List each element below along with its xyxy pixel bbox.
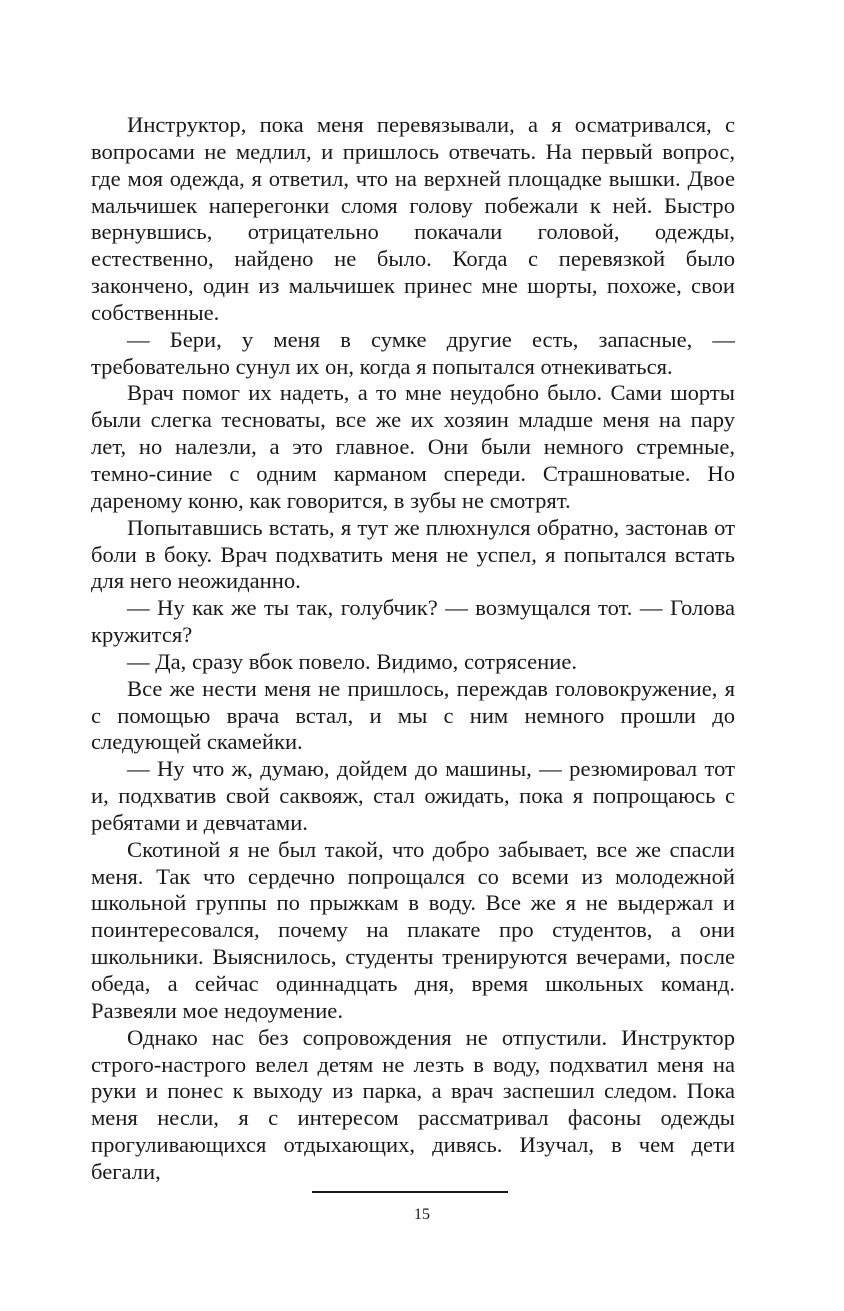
paragraph: Скотиной я не был такой, что добро забывает, все же спасли меня. Так что сердечно попрощался со всеми из молодежной школьной группы по прыжкам в воду. Все же я не выдержал и поинтересовался, почему на плакате про студентов, а они школьники. Выяснилось, студенты тренируются вечерами, после обеда, а сейчас одиннадцать дня, время школьных команд. Развеяли мое недоумение. xyxy=(91,836,735,1023)
footer-rule xyxy=(312,1191,508,1193)
paragraph: Врач помог их надеть, а то мне неудобно было. Сами шорты были слегка тесноваты, все же их хозяин младше меня на пару лет, но налезли, а это главное. Они были немного стремные, темно-синие с одним карманом спереди. Страшноватые. Но дареному коню, как говорится, в зубы не смотрят. xyxy=(91,380,735,513)
paragraph: Инструктор, пока меня перевязывали, а я осматривался, с вопросами не медлил, и пришлось отвечать. На первый вопрос, где моя одежда, я ответил, что на верхней площадке вышки. Двое мальчишек наперегонки сломя голову побежали к ней. Быстро вернувшись, отрицательно покачали головой, одежды, естественно, найдено не было. Когда с перевязкой было закончено, один из мальчишек принес мне шорты, похоже, свои собственные. xyxy=(91,112,735,325)
paragraph: — Ну как же ты так, голубчик? — возмущался тот. — Голова кружится? xyxy=(91,595,735,648)
paragraph: Однако нас без сопровождения не отпустили. Инструктор строго-настрого велел детям не лезть в воду, подхватил меня на руки и понес к выходу из парка, а врач заспешил следом. Пока меня несли, я с интересом рассматривал фасоны одежды прогуливающихся отдыхающих, дивясь. Изучал, в чем дети бегали, xyxy=(91,1024,735,1184)
page-body xyxy=(91,112,735,1186)
paragraph: — Да, сразу вбок повело. Видимо, сотрясение. xyxy=(127,648,578,674)
paragraph: — Бери, у меня в сумке другие есть, запасные, — требовательно сунул их он, когда я попытался отнекиваться. xyxy=(91,326,735,379)
paragraph: Все же нести меня не пришлось, переждав головокружение, я с помощью врача встал, и мы с ним немного прошли до следующей скамейки. xyxy=(91,675,735,755)
paragraph: — Ну что ж, думаю, дойдем до машины, — резюмировал тот и, подхватив свой саквояж, стал ожидать, пока я попрощаюсь с ребятами и девчатами. xyxy=(91,756,735,835)
page-number: 15 xyxy=(414,1206,430,1223)
paragraph: Попытавшись встать, я тут же плюхнулся обратно, застонав от боли в боку. Врач подхватить меня не успел, я попытался встать для него неожиданно. xyxy=(91,514,735,594)
